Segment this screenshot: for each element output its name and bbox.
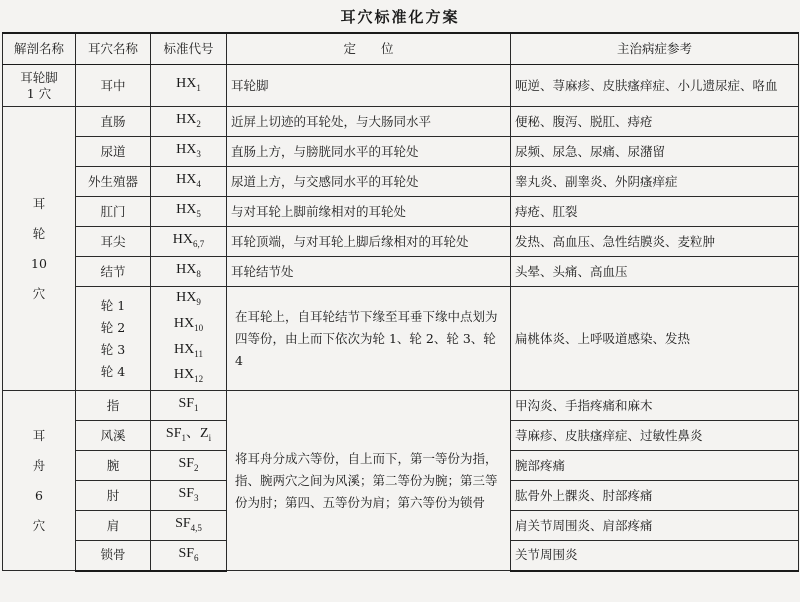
code-cell: $HX_8$ — [151, 257, 227, 287]
point-cell: 风溪 — [76, 421, 151, 451]
code-cell: $HX_2$ — [151, 107, 227, 137]
point-cell: 耳尖 — [76, 227, 151, 257]
point-cell: 尿道 — [76, 137, 151, 167]
indication-cell: 便秘、腹泻、脱肛、痔疮 — [511, 107, 799, 137]
point-cell: 结节 — [76, 257, 151, 287]
indication-cell: 荨麻疹、皮肤瘙痒症、过敏性鼻炎 — [511, 421, 799, 451]
header-indication: 主治病症参考 — [511, 33, 799, 65]
point-cell: 直肠 — [76, 107, 151, 137]
point-cell: 耳中 — [76, 65, 151, 107]
position-cell: 近屏上切迹的耳轮处，与大肠同水平 — [227, 107, 511, 137]
anatomy-cell: 耳轮脚 1 穴 — [3, 65, 76, 107]
table-row — [3, 227, 799, 257]
position-cell: 与对耳轮上脚前缘相对的耳轮处 — [227, 197, 511, 227]
header-position: 定 位 — [227, 33, 511, 65]
code-cell: $HX_9$ $HX_{10}$ $HX_{11}$ $HX_{12}$ — [151, 287, 227, 391]
indication-cell: 扁桃体炎、上呼吸道感染、发热 — [511, 287, 799, 391]
point-cell: 腕 — [76, 451, 151, 481]
code-cell: $HX_{6,7}$ — [151, 227, 227, 257]
position-cell: 耳轮结节处 — [227, 257, 511, 287]
anatomy-cell: 耳 轮 10 穴 — [3, 107, 76, 391]
code-cell: $SF_1$ — [151, 391, 227, 421]
indication-cell: 头晕、头痛、高血压 — [511, 257, 799, 287]
anatomy-cell: 耳 舟 6 穴 — [3, 391, 76, 571]
point-cell: 指 — [76, 391, 151, 421]
acupoint-table — [2, 32, 799, 572]
code-cell: $HX_1$ — [151, 65, 227, 107]
indication-cell: 发热、高血压、急性结膜炎、麦粒肿 — [511, 227, 799, 257]
table-row — [3, 107, 799, 137]
code-cell: $SF_6$ — [151, 541, 227, 571]
table-row — [3, 65, 799, 107]
indication-cell: 甲沟炎、手指疼痛和麻木 — [511, 391, 799, 421]
position-cell: 将耳舟分成六等份，自上而下，第一等份为指，指、腕两穴之间为风溪；第二等份为腕；第三等份为肘；第四、五等份为肩；第六等份为锁骨 — [227, 391, 511, 571]
indication-cell: 关节周围炎 — [511, 541, 799, 571]
indication-cell: 腕部疼痛 — [511, 451, 799, 481]
indication-cell: 呃逆、荨麻疹、皮肤瘙痒症、小儿遗尿症、咯血 — [511, 65, 799, 107]
table-row — [3, 391, 799, 421]
position-cell: 直肠上方，与膀胱同水平的耳轮处 — [227, 137, 511, 167]
point-cell: 轮 1 轮 2 轮 3 轮 4 — [76, 287, 151, 391]
indication-cell: 肱骨外上髁炎、肘部疼痛 — [511, 481, 799, 511]
point-cell: 外生殖器 — [76, 167, 151, 197]
point-cell: 锁骨 — [76, 541, 151, 571]
point-cell: 肛门 — [76, 197, 151, 227]
point-cell: 肩 — [76, 511, 151, 541]
code-cell: $SF_{4,5}$ — [151, 511, 227, 541]
position-cell: 耳轮脚 — [227, 65, 511, 107]
code-cell: $HX_3$ — [151, 137, 227, 167]
table-title: 耳穴标准化方案 — [340, 8, 460, 26]
indication-cell: 肩关节周围炎、肩部疼痛 — [511, 511, 799, 541]
code-cell: $SF_2$ — [151, 451, 227, 481]
position-cell: 尿道上方，与交感同水平的耳轮处 — [227, 167, 511, 197]
indication-cell: 痔疮、肛裂 — [511, 197, 799, 227]
table-row — [3, 257, 799, 287]
header-point: 耳穴名称 — [76, 33, 151, 65]
header-anatomy: 解剖名称 — [3, 33, 76, 65]
position-cell: 在耳轮上，自耳轮结节下缘至耳垂下缘中点划为四等份，由上而下依次为轮 1、轮 2、轮 3、轮 4 — [227, 287, 511, 391]
code-cell: $SF_1$、$Z_i$ — [151, 421, 227, 451]
table-row — [3, 137, 799, 167]
position-cell: 耳轮顶端，与对耳轮上脚后缘相对的耳轮处 — [227, 227, 511, 257]
table-row — [3, 167, 799, 197]
table-row — [3, 197, 799, 227]
code-cell: $HX_4$ — [151, 167, 227, 197]
indication-cell: 尿频、尿急、尿痛、尿潴留 — [511, 137, 799, 167]
header-row — [3, 33, 799, 65]
table-row — [3, 287, 799, 391]
indication-cell: 睾丸炎、副睾炎、外阴瘙痒症 — [511, 167, 799, 197]
code-cell: $SF_3$ — [151, 481, 227, 511]
header-code: 标准代号 — [151, 33, 227, 65]
point-cell: 肘 — [76, 481, 151, 511]
code-cell: $HX_5$ — [151, 197, 227, 227]
